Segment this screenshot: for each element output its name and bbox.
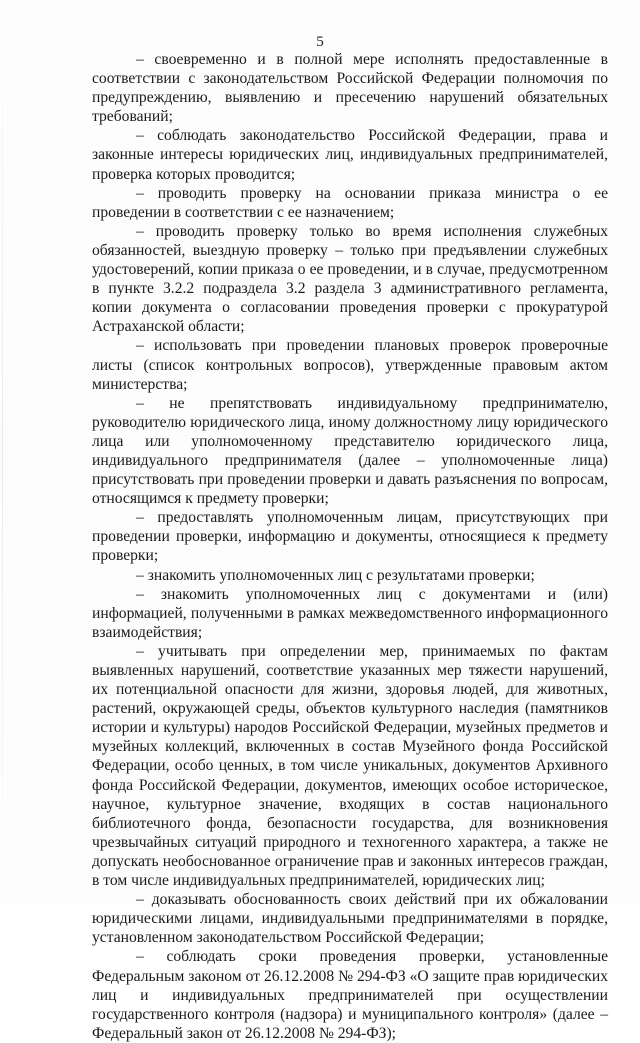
paragraph: – своевременно и в полной мере исполнять предоставленные в соответствии с законодательством Российской Федерации полномочия по предупреждению, выявлению и пресечению нарушений обязательных требований; (92, 51, 608, 126)
paragraph: – соблюдать законодательство Российской Федерации, права и законные интересы юридических лиц, индивидуальных предпринимателей, проверка которых проводится; (92, 127, 608, 183)
scan-edge (2, 0, 3, 905)
paragraph: – проводить проверку только во время исполнения служебных обязанностей, выездную проверку – только при предъявлении служебных удостоверений, копии приказа о ее проведении, и в случае, предусмотренном в пункте 3.2.2 подраздела 3.2 раздела 3 административного регламента, копии документа о согласовании проведения проверки с прокуратурой Астраханской области; (92, 222, 608, 336)
page-number: 5 (316, 34, 324, 50)
paragraph: – знакомить уполномоченных лиц с документами и (или) информацией, полученными в рамках межведомственного информационного взаимодействия; (92, 585, 608, 641)
paragraph: – не препятствовать индивидуальному предпринимателю, руководителю юридического лица, иному должностному лицу юридического лица или уполномоченному представителю юридического лица, индивидуального предпринимателя (далее – уполномоченные лица) присутствовать при проведении проверки и давать разъяснения по вопросам, относящимся к предмету проверки; (92, 394, 608, 508)
paragraph: – доказывать обоснованность своих действий при их обжаловании юридическими лицами, индивидуальными предпринимателями в порядке, установленном законодательством Российской Федерации; (92, 891, 608, 947)
paragraph: – проводить проверку на основании приказа министра о ее проведении в соответствии с ее назначением; (92, 184, 608, 221)
paragraph: – предоставлять уполномоченным лицам, присутствующих при проведении проверки, информацию и документы, относящиеся к предмету проверки; (92, 509, 608, 565)
paragraph: – соблюдать сроки проведения проверки, установленные Федеральным законом от 26.12.2008 № 294-ФЗ «О защите прав юридических лиц и индивидуальных предпринимателей при осуществлении государственного контроля (надзора) и муниципального контроля» (далее – Федеральный закон от 26.12.2008 № 294-ФЗ); (92, 948, 608, 1042)
paragraph: – использовать при проведении плановых проверок проверочные листы (список контрольных вопросов), утвержденные правовым актом министерства; (92, 337, 608, 393)
paragraph: – знакомить уполномоченных лиц с результатами проверки; (136, 566, 535, 584)
paragraph: – учитывать при определении мер, принимаемых по фактам выявленных нарушений, соответствие указанных мер тяжести нарушений, их потенциальной опасности для жизни, здоровья людей, для животных, растений, окружающей среды, объектов культурного наследия (памятников истории и культуры) народов Российской Федерации, музейных предметов и музейных коллекций, включенных в состав Музейного фонда Российской Федерации, особо ценных, в том числе уникальных, документов Архивного фонда Российской Федерации, документов, имеющих особое историческое, научное, культурное значение, входящих в состав национального библиотечного фонда, безопасности государства, для возникновения чрезвычайных ситуаций природного и техногенного характера, а также не допускать необоснованное ограничение прав и законных интересов граждан, в том числе индивидуальных предпринимателей, юридических лиц; (92, 642, 608, 890)
document-body (92, 50, 608, 1043)
